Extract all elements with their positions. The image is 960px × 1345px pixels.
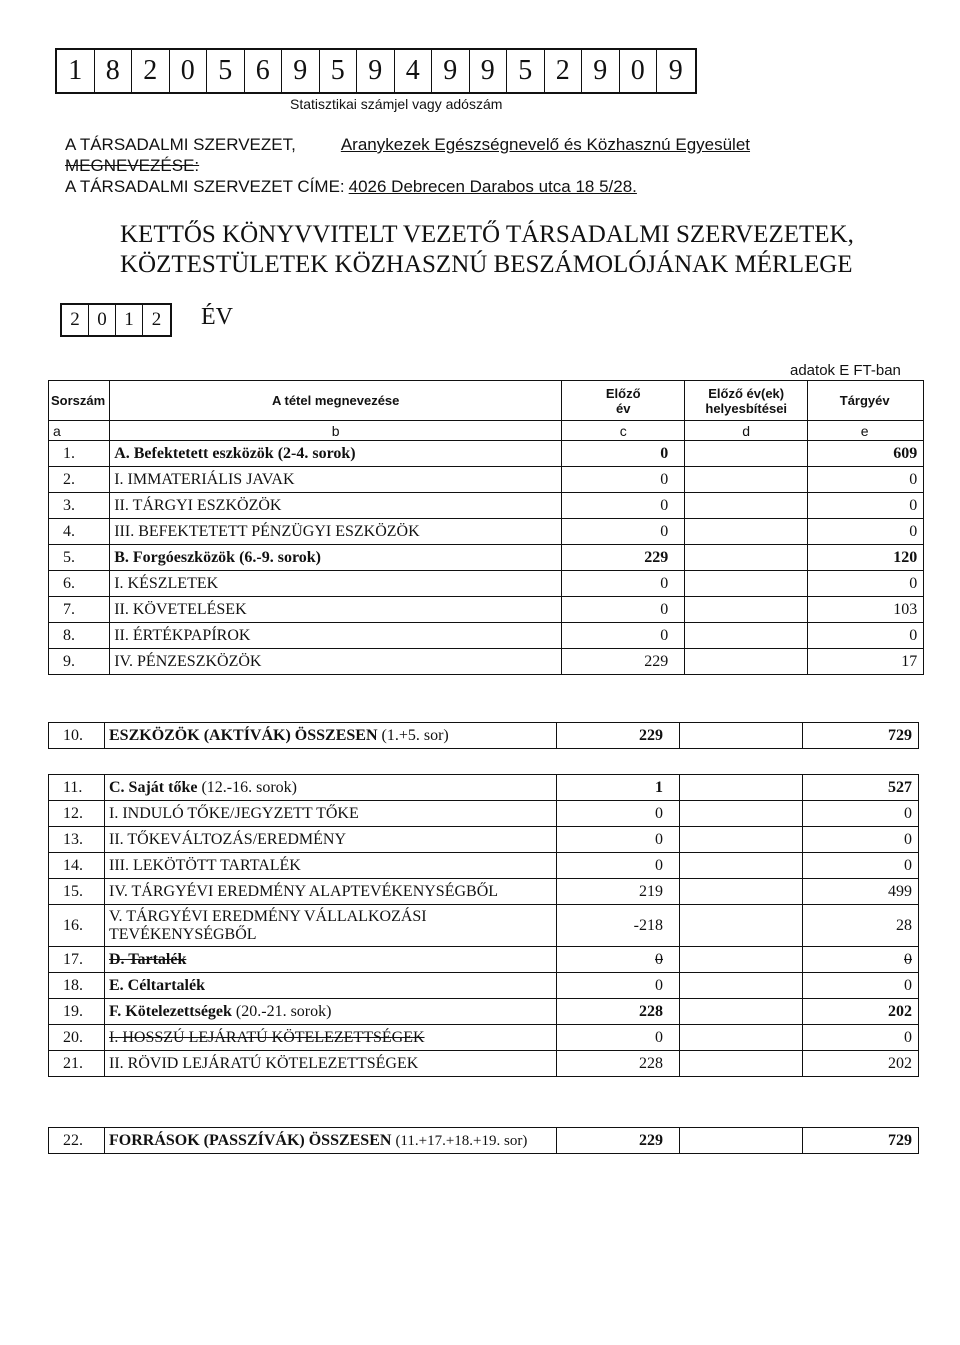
table-row: 14. III. LEKÖTÖTT TARTALÉK 0 0 (49, 853, 919, 879)
table-row: 4. III. BEFEKTETETT PÉNZÜGYI ESZKÖZÖK 0 0 (49, 519, 924, 545)
letter-c: c (562, 421, 685, 441)
tax-digit: 9 (582, 50, 620, 92)
table-row: 8. II. ÉRTÉKPAPÍROK 0 0 (49, 623, 924, 649)
document-title (120, 220, 854, 280)
table-row: 15. IV. TÁRGYÉVI EREDMÉNY ALAPTEVÉKENYSÉGBŐL 219 499 (49, 879, 919, 905)
tax-number-box (55, 48, 697, 94)
letter-d: d (685, 421, 808, 441)
year-label: ÉV (201, 304, 233, 330)
org-address-label: A TÁRSADALMI SZERVEZET CÍME: (65, 177, 345, 196)
tax-digit: 9 (282, 50, 320, 92)
tax-number-label: Statisztikai számjel vagy adószám (290, 96, 503, 112)
letter-e: e (808, 421, 924, 441)
table-row: 13. II. TŐKEVÁLTOZÁS/EREDMÉNY 0 0 (49, 827, 919, 853)
year-digit: 1 (116, 305, 143, 335)
tax-digit: 0 (170, 50, 208, 92)
table-row: 7. II. KÖVETELÉSEK 0 103 (49, 597, 924, 623)
table-row: 12. I. INDULÓ TŐKE/JEGYZETT TŐKE 0 0 (49, 801, 919, 827)
title-line-2: KÖZTESTÜLETEK KÖZHASZNÚ BESZÁMOLÓJÁNAK MÉRLEGE (120, 251, 853, 278)
table-row: 3. II. TÁRGYI ESZKÖZÖK 0 0 (49, 493, 924, 519)
year-digit: 2 (62, 305, 89, 335)
tax-digit: 2 (132, 50, 170, 92)
tax-digit: 8 (95, 50, 133, 92)
letter-a: a (49, 421, 110, 441)
organization-info (65, 134, 750, 197)
tax-digit: 9 (470, 50, 508, 92)
table-row: 16. V. TÁRGYÉVI EREDMÉNY VÁLLALKOZÁSI TEVÉKENYSÉGBŐL -218 28 (49, 905, 919, 947)
tax-digit: 5 (320, 50, 358, 92)
tax-digit: 5 (507, 50, 545, 92)
org-address-value: 4026 Debrecen Darabos utca 18 5/28. (348, 177, 637, 196)
table-header (49, 381, 924, 421)
total-assets-table (48, 722, 919, 749)
year-box (60, 303, 172, 337)
tax-digit: 0 (620, 50, 658, 92)
table-row: 6. I. KÉSZLETEK 0 0 (49, 571, 924, 597)
tax-digit: 9 (357, 50, 395, 92)
header-prev-year: Előző év (562, 381, 685, 421)
table-row: 18. E. Céltartalék 0 0 (49, 973, 919, 999)
tax-digit: 9 (668, 55, 683, 86)
tax-digit: 9 (432, 50, 470, 92)
org-name-value: Aranykezek Egészségnevelő és Közhasznú Egyesület (340, 135, 751, 154)
table-row: 5. B. Forgóeszközök (6.-9. sorok) 229 120 (49, 545, 924, 571)
balance-table-header-and-assets (48, 380, 924, 675)
total-liabilities-row: 22. FORRÁSOK (PASSZÍVÁK) ÖSSZESEN (11.+17.+18.+19. sor) 229 729 (49, 1128, 919, 1154)
unit-note: adatok E FT-ban (790, 362, 901, 379)
table-row: 17. D. Tartalék 0 0 (49, 947, 919, 973)
header-item-name: A tétel megnevezése (110, 381, 562, 421)
tax-digit: 4 (395, 50, 433, 92)
table-row: 9. IV. PÉNZESZKÖZÖK 229 17 (49, 649, 924, 675)
year-digit: 0 (89, 305, 116, 335)
org-name-label-2: MEGNEVEZÉSE: (65, 156, 200, 175)
letter-b: b (110, 421, 562, 441)
header-corrections: Előző év(ek) helyesbítései (685, 381, 808, 421)
header-sorszam: Sorszám (49, 381, 110, 421)
table-row: 1. A. Befektetett eszközök (2-4. sorok) 0 609 (49, 441, 924, 467)
tax-digit: 6 (245, 50, 283, 92)
tax-digit: 5 (207, 50, 245, 92)
tax-digit: 2 (545, 50, 583, 92)
table-row: 20. I. HOSSZÚ LEJÁRATÚ KÖTELEZETTSÉGEK 0 0 (49, 1025, 919, 1051)
table-row: 11. C. Saját tőke (12.-16. sorok) 1 527 (49, 775, 919, 801)
title-line-1: KETTŐS KÖNYVVITELT VEZETŐ TÁRSADALMI SZERVEZETEK, (120, 221, 854, 248)
org-name-label: A TÁRSADALMI SZERVEZET, (65, 135, 296, 154)
table-row: 19. F. Kötelezettségek (20.-21. sorok) 228 202 (49, 999, 919, 1025)
total-assets-row: 10. ESZKÖZÖK (AKTÍVÁK) ÖSSZESEN (1.+5. sor) 229 729 (49, 723, 919, 749)
column-letters (49, 421, 924, 441)
tax-digit: 1 (57, 50, 95, 92)
table-row: 21. II. RÖVID LEJÁRATÚ KÖTELEZETTSÉGEK 228 202 (49, 1051, 919, 1077)
liabilities-table (48, 774, 919, 1077)
table-row: 2. I. IMMATERIÁLIS JAVAK 0 0 (49, 467, 924, 493)
total-liabilities-table (48, 1127, 919, 1154)
header-current-year: Tárgyév (808, 381, 924, 421)
year-digit: 2 (151, 309, 162, 330)
